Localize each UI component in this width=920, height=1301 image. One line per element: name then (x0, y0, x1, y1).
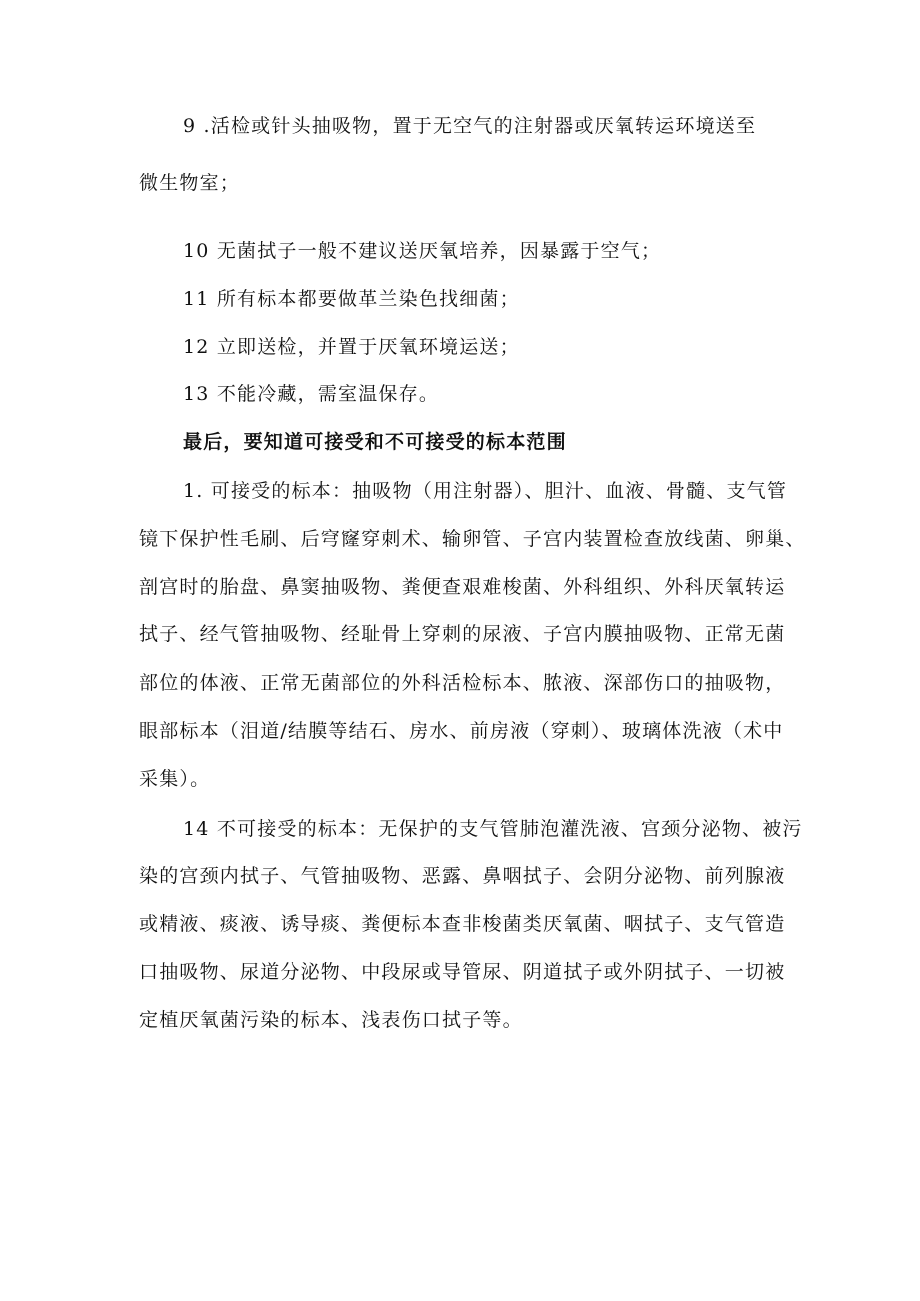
item-13: 13 不能冷藏，需室温保存。 (183, 383, 440, 405)
item-9-line-1: 9 .活检或针头抽吸物，置于无空气的注射器或厌氧转运环境送至 (183, 115, 757, 137)
acceptable-line-3: 剖宫时的胎盘、鼻窦抽吸物、粪便查艰难梭菌、外科组织、外科厌氧转运 (139, 576, 786, 598)
item-12: 12 立即送检，并置于厌氧环境运送； (183, 336, 520, 358)
item-9-line-2: 微生物室； (139, 172, 241, 194)
unacceptable-line-2: 染的宫颈内拭子、气管抽吸物、恶露、鼻咽拭子、会阴分泌物、前列腺液 (139, 865, 786, 887)
item-11: 11 所有标本都要做革兰染色找细菌； (183, 288, 520, 310)
acceptable-line-6: 眼部标本（泪道/结膜等结石、房水、前房液（穿刺）、玻璃体洗液（术中 (139, 720, 784, 742)
unacceptable-line-3: 或精液、痰液、诱导痰、粪便标本查非梭菌类厌氧菌、咽拭子、支气管造 (139, 913, 786, 935)
section-heading: 最后，要知道可接受和不可接受的标本范围 (183, 431, 567, 453)
unacceptable-line-5: 定植厌氧菌污染的标本、浅表伤口拭子等。 (139, 1009, 523, 1031)
acceptable-line-5: 部位的体液、正常无菌部位的外科活检标本、脓液、深部伤口的抽吸物， (139, 672, 786, 694)
item-10: 10 无菌拭子一般不建议送厌氧培养，因暴露于空气； (183, 240, 662, 262)
unacceptable-line-4: 口抽吸物、尿道分泌物、中段尿或导管尿、阴道拭子或外阴拭子、一切被 (139, 961, 786, 983)
acceptable-line-1: 1. 可接受的标本：抽吸物（用注射器）、胆汁、血液、骨髓、支气管 (183, 480, 788, 502)
acceptable-line-2: 镜下保护性毛刷、后穹窿穿刺术、输卵管、子宫内装置检查放线菌、卵巢、 (139, 528, 806, 550)
acceptable-line-7: 采集）。 (139, 768, 211, 790)
unacceptable-line-1: 14 不可接受的标本：无保护的支气管肺泡灌洗液、宫颈分泌物、被污 (183, 818, 803, 840)
acceptable-line-4: 拭子、经气管抽吸物、经耻骨上穿刺的尿液、子宫内膜抽吸物、正常无菌 (139, 623, 786, 645)
